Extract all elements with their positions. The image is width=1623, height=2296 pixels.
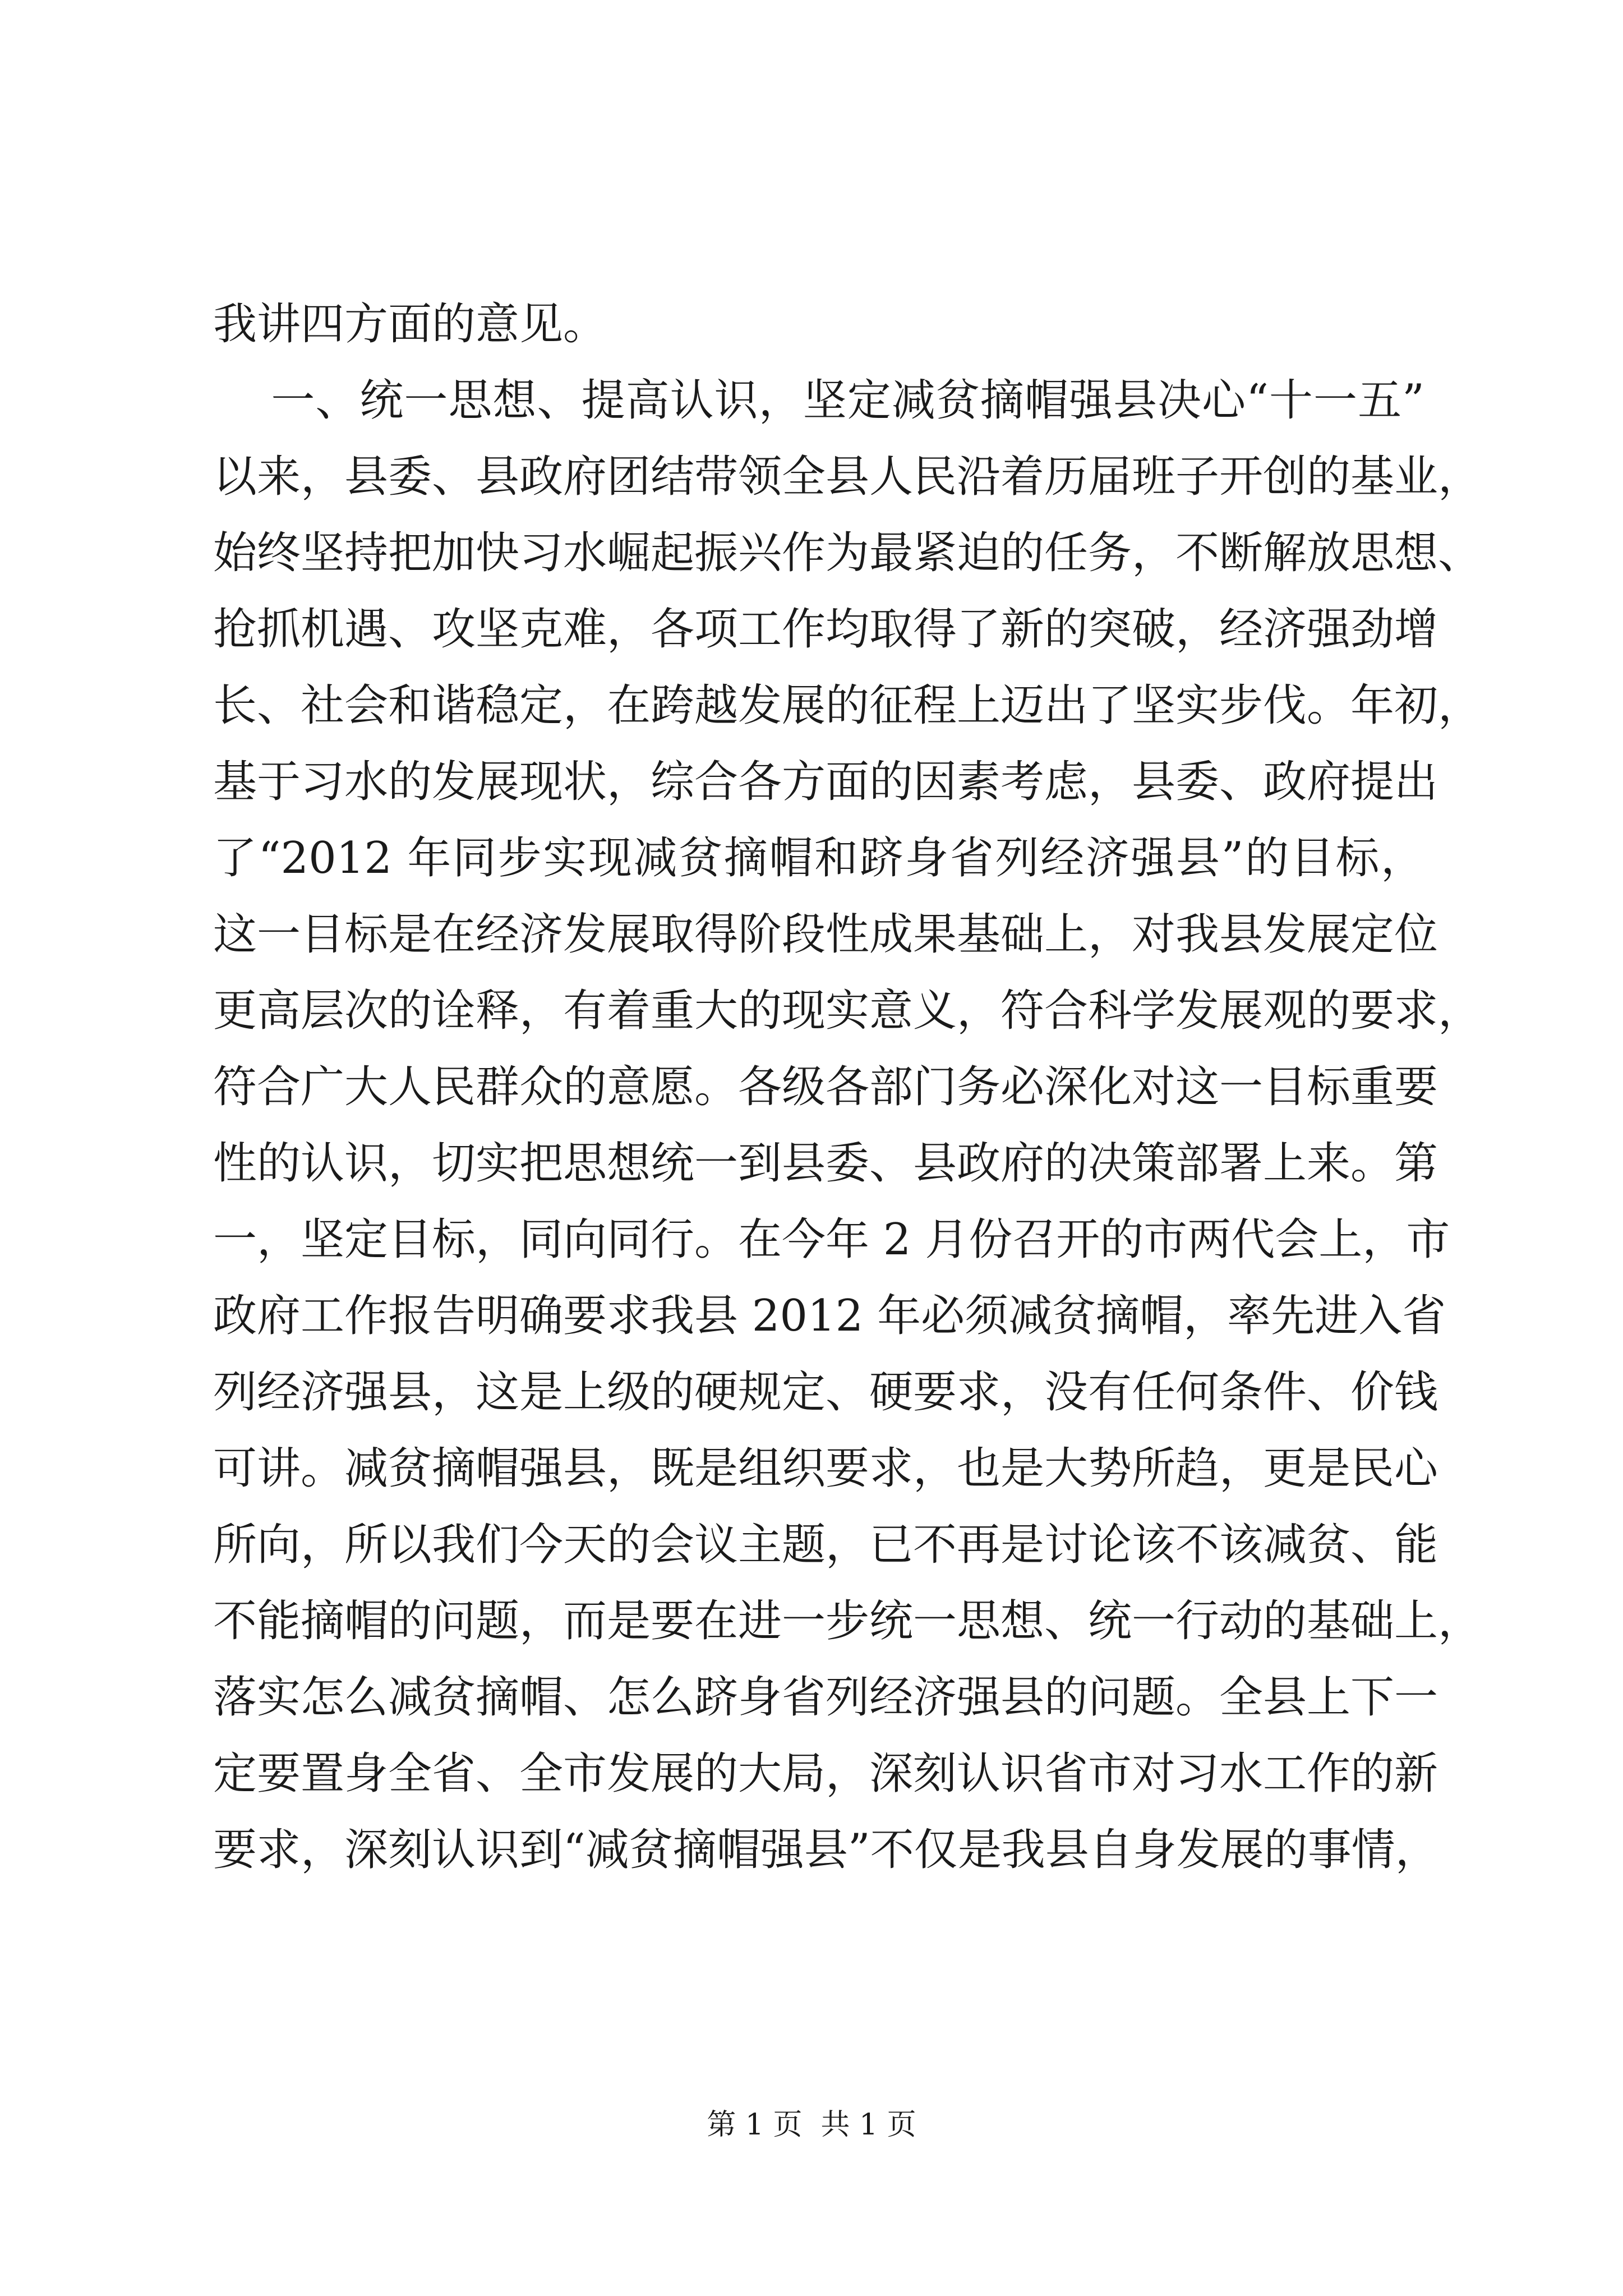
text-line: 落实怎么减贫摘帽、怎么跻身省列经济强县的问题。全县上下一	[213, 1672, 1438, 1723]
text-line: 了“2012 年同步实现减贫摘帽和跻身省列经济强县”的目标，	[213, 833, 1424, 884]
text-line: 政府工作报告明确要求我县 2012 年必须减贫摘帽，率先进入省	[213, 1291, 1446, 1341]
text-line: 列经济强县，这是上级的硬规定、硬要求，没有任何条件、价钱	[213, 1367, 1438, 1418]
text-line: 抢抓机遇、攻坚克难，各项工作均取得了新的突破，经济强劲增	[213, 604, 1438, 655]
text-line: 不能摘帽的问题，而是要在进一步统一思想、统一行动的基础上，	[213, 1596, 1482, 1646]
body-text	[213, 286, 1482, 1888]
text-line: 符合广大人民群众的意愿。各级各部门务必深化对这一目标重要	[213, 1062, 1438, 1112]
text-line: 以来，县委、县政府团结带领全县人民沿着历届班子开创的基业，	[213, 452, 1482, 502]
text-line: 所向，所以我们今天的会议主题，已不再是讨论该不该减贫、能	[213, 1520, 1438, 1570]
text-line: 定要置身全省、全市发展的大局，深刻认识省市对习水工作的新	[213, 1749, 1438, 1799]
text-line: 这一目标是在经济发展取得阶段性成果基础上，对我县发展定位	[213, 909, 1438, 960]
text-line: 可讲。减贫摘帽强县，既是组织要求，也是大势所趋，更是民心	[213, 1443, 1438, 1494]
text-line: 基于习水的发展现状，综合各方面的因素考虑，县委、政府提出	[213, 757, 1438, 807]
page-number-footer: 第 1 页 共 1 页	[707, 2108, 916, 2142]
text-line: 长、社会和谐稳定，在跨越发展的征程上迈出了坚实步伐。年初，	[213, 680, 1482, 731]
text-line: 始终坚持把加快习水崛起振兴作为最紧迫的任务，不断解放思想、	[213, 528, 1482, 578]
text-line: 一、统一思想、提高认识，坚定减贫摘帽强县决心“十一五”	[213, 375, 1424, 426]
text-line: 性的认识，切实把思想统一到县委、县政府的决策部署上来。第	[213, 1138, 1438, 1189]
text-line: 一，坚定目标，同向同行。在今年 2 月份召开的市两代会上，市	[213, 1214, 1450, 1265]
text-line: 更高层次的诠释，有着重大的现实意义，符合科学发展观的要求，	[213, 986, 1482, 1036]
text-line: 要求，深刻认识到“减贫摘帽强县”不仅是我县自身发展的事情，	[213, 1825, 1439, 1875]
text-line: 我讲四方面的意见。	[213, 299, 607, 349]
